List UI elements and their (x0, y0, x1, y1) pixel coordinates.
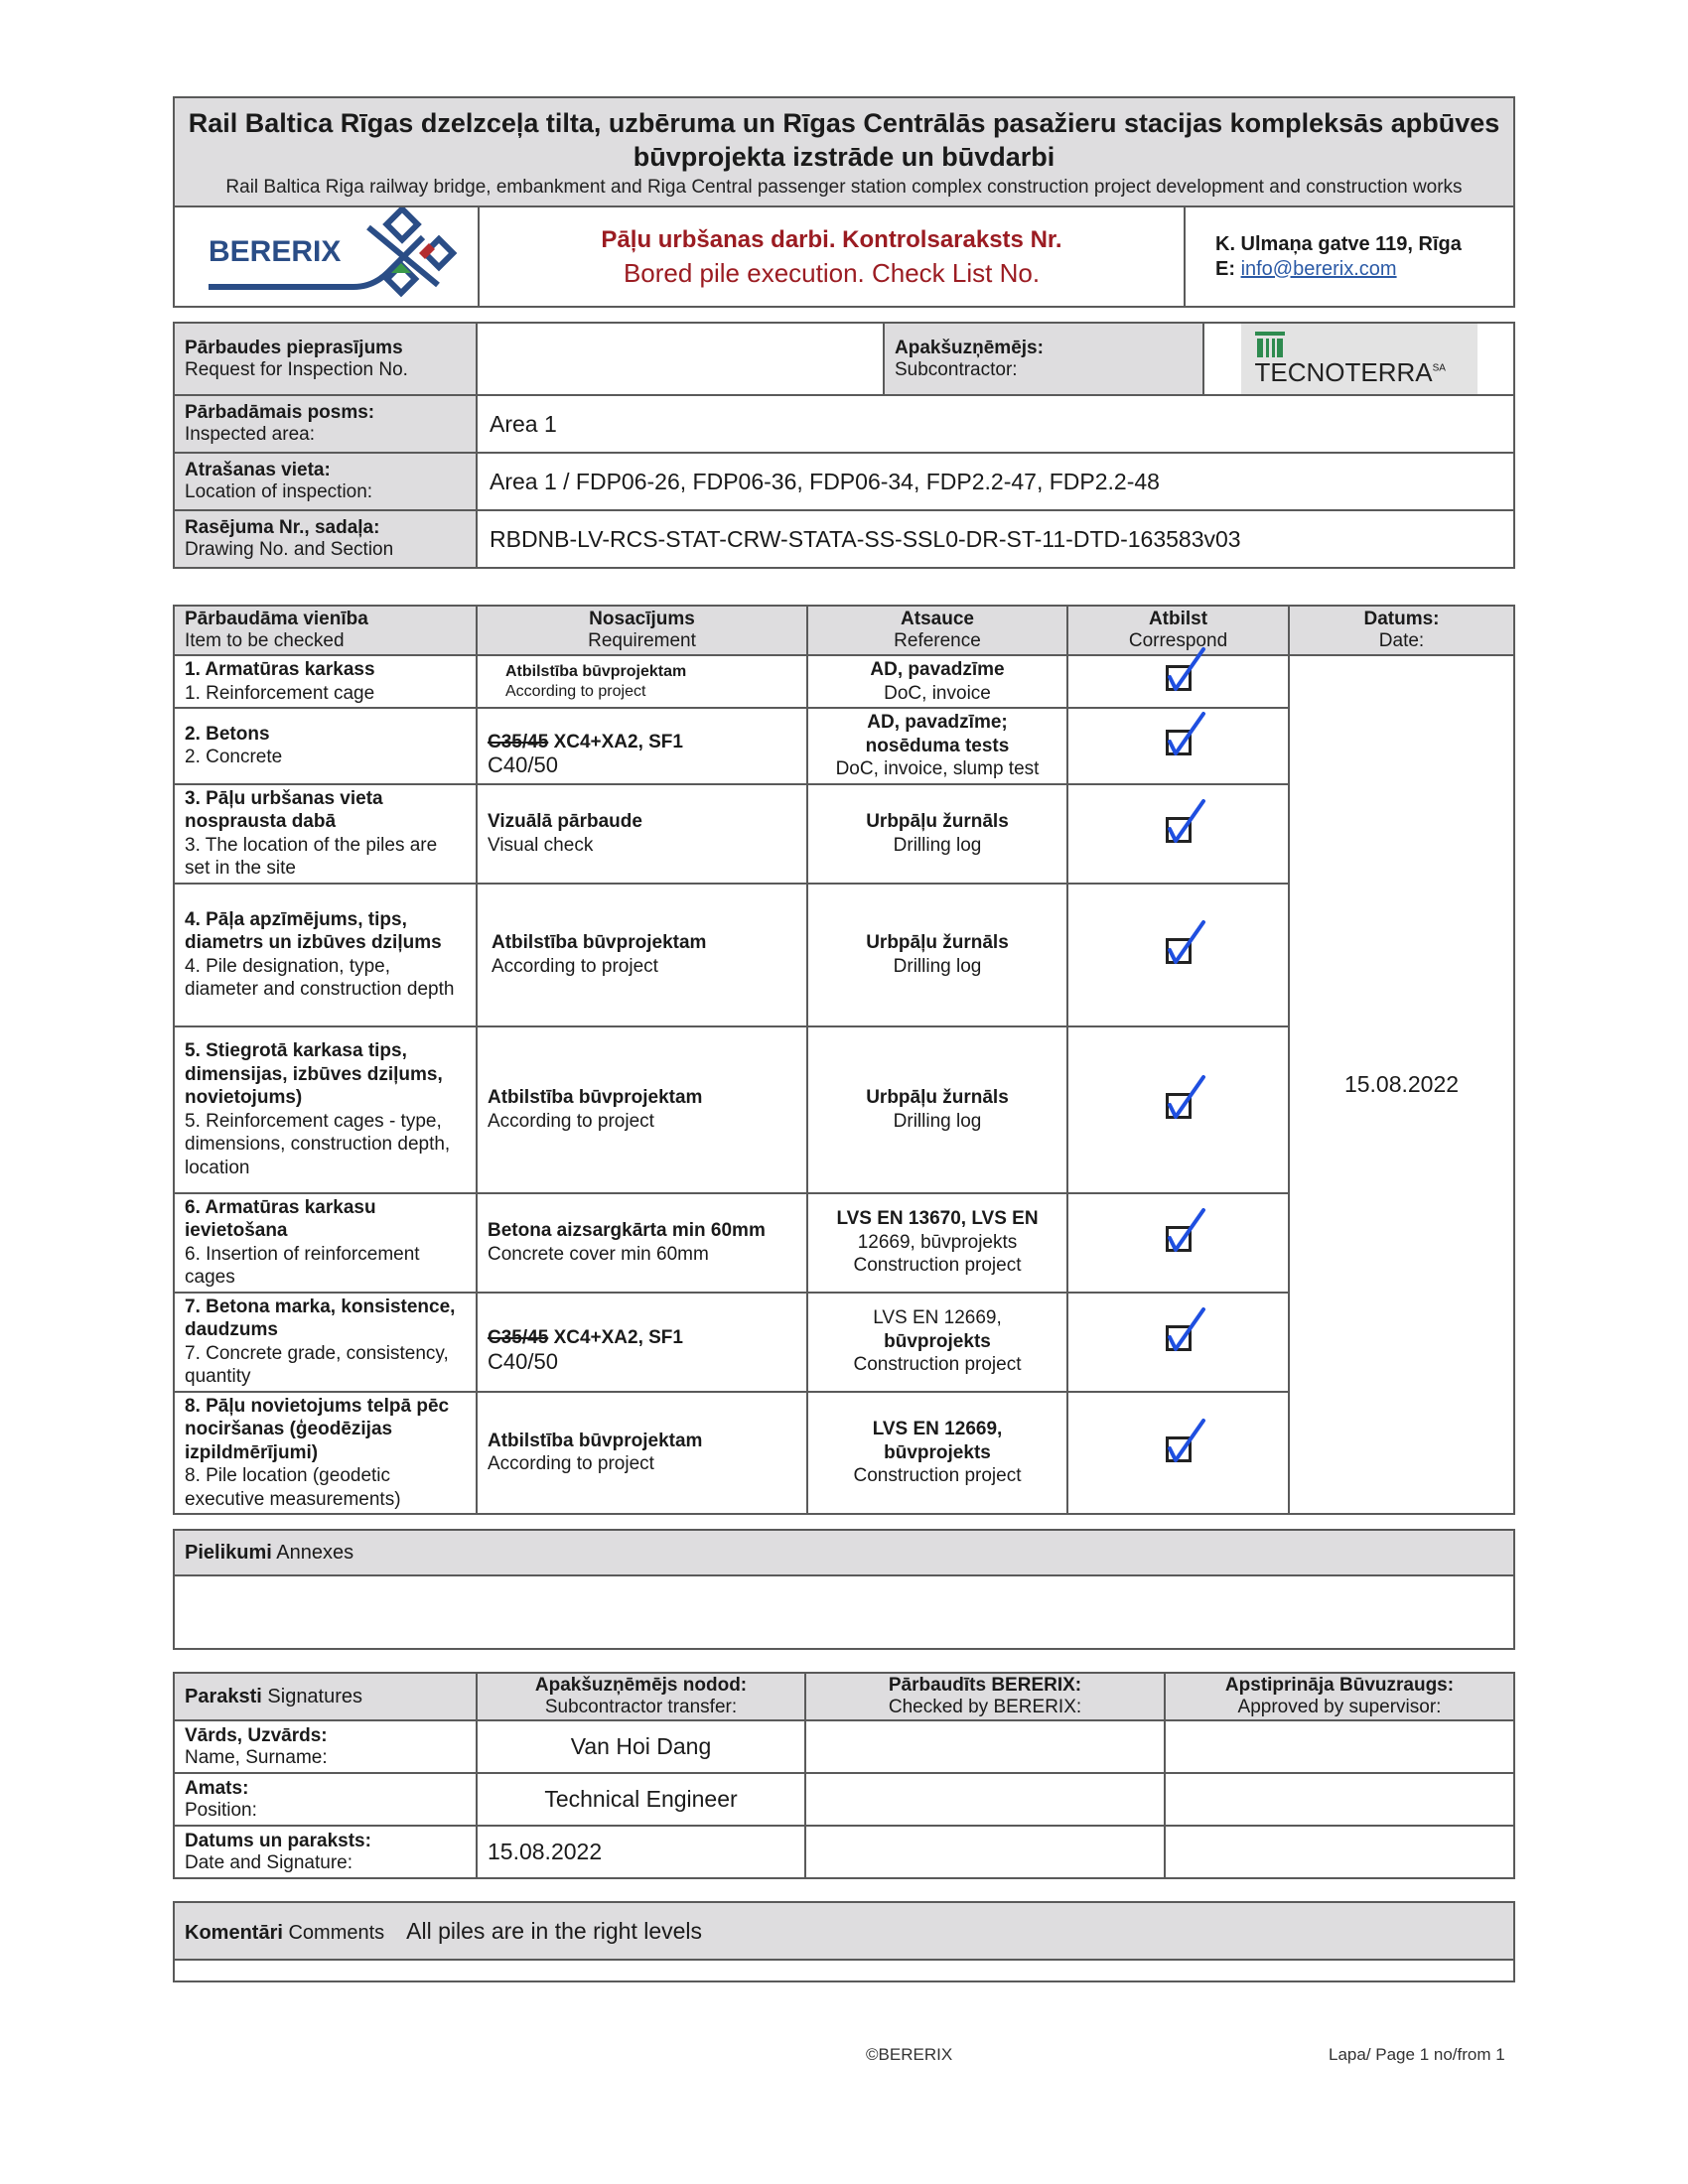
col-correspond-header: Atbilst Correspond (1067, 606, 1289, 655)
footer-copyright: ©BERERIX (866, 2045, 953, 2064)
area-label: Pārbadāmais posms: Inspected area: (174, 395, 477, 453)
item-cell: 2. Betons 2. Concrete (174, 708, 477, 784)
annexes-header: Pielikumi Annexes (174, 1530, 1514, 1575)
sig-col-bererix: Pārbaudīts BERERIX: Checked by BERERIX: (805, 1673, 1165, 1720)
area-row (174, 395, 1514, 453)
item-cell: 6. Armatūras karkasu ievietošana 6. Insertion of reinforcement cages (174, 1193, 477, 1293)
reference-cell: Urbpāļu žurnāls Drilling log (807, 1026, 1067, 1193)
supervisor-name[interactable] (1165, 1720, 1514, 1773)
bererix-logo-text: BERERIX (209, 235, 342, 268)
item-cell: 8. Pāļu novietojums telpā pēc nociršanas (ģeodēzijas izpildmērījumi) 8. Pile location (geodetic executive measurements) (174, 1392, 477, 1515)
correspond-checkbox[interactable] (1067, 655, 1289, 708)
annexes-field[interactable] (174, 1575, 1514, 1649)
col-reference-header: Atsauce Reference (807, 606, 1067, 655)
checklist-row (174, 655, 1514, 708)
sig-col-supervisor: Apstiprināja Būvuzraugs: Approved by supervisor: (1165, 1673, 1514, 1720)
rfi-label: Pārbaudes pieprasījums Request for Inspection No. (174, 323, 477, 395)
correspond-checkbox[interactable] (1067, 784, 1289, 884)
struck-grade: C35/45 (488, 731, 549, 752)
requirement-cell: Atbilstība būvprojektam According to project (477, 884, 807, 1026)
drawing-row (174, 510, 1514, 568)
location-value[interactable]: Area 1 / FDP06-26, FDP06-36, FDP06-34, FDP2.2-47, FDP2.2-48 (477, 453, 1514, 510)
inspection-date: 15.08.2022 (1289, 655, 1514, 1514)
signatures-table (173, 1672, 1515, 1879)
sig-name-row (174, 1720, 1514, 1773)
subcontractor-name[interactable]: Van Hoi Dang (477, 1720, 805, 1773)
item-cell: 5. Stiegrotā karkasa tips, dimensijas, izbūves dziļums, novietojums) 5. Reinforcement cages - type, dimensions, construction depth, location (174, 1026, 477, 1193)
sig-position-row (174, 1773, 1514, 1826)
comments-extra-row[interactable] (174, 1960, 1514, 1981)
location-row (174, 453, 1514, 510)
requirement-cell: Atbilstība būvprojektam According to project (477, 1392, 807, 1515)
inspection-info-table (173, 322, 1515, 569)
corrected-grade: C40/50 (488, 752, 558, 778)
subcontractor-date[interactable]: 15.08.2022 (477, 1826, 805, 1878)
requirement-cell: C35/45 XC4+XA2, SF1 C40/50 (477, 1293, 807, 1392)
tecnoterra-logo-sup: SA (1432, 362, 1446, 374)
company-address: K. Ulmaņa gatve 119, Rīga (1215, 232, 1462, 255)
col-requirement-header: Nosacījums Requirement (477, 606, 807, 655)
supervisor-date[interactable] (1165, 1826, 1514, 1878)
supervisor-position[interactable] (1165, 1773, 1514, 1826)
requirement-cell: Betona aizsargkārta min 60mm Concrete cover min 60mm (477, 1193, 807, 1293)
correspond-checkbox[interactable] (1067, 708, 1289, 784)
requirement-cell: Vizuālā pārbaude Visual check (477, 784, 807, 884)
requirement-cell: C35/45 XC4+XA2, SF1 C40/50 (477, 708, 807, 784)
rfi-row (174, 323, 1514, 395)
col-date-header: Datums: Date: (1289, 606, 1514, 655)
bererix-position[interactable] (805, 1773, 1165, 1826)
drawing-value[interactable]: RBDNB-LV-RCS-STAT-CRW-STATA-SS-SSL0-DR-ST-11-DTD-163583v03 (477, 510, 1514, 568)
correspond-checkbox[interactable] (1067, 1293, 1289, 1392)
checklist-table (173, 605, 1515, 1515)
project-title-lv: Rail Baltica Rīgas dzelzceļa tilta, uzbēruma un Rīgas Centrālās pasažieru stacijas kompleksās apbūves būvprojekta izstrāde un būvdarbi (188, 108, 1500, 172)
comments-table (173, 1901, 1515, 1982)
item-cell: 7. Betona marka, konsistence, daudzums 7. Concrete grade, consistency, quantity (174, 1293, 477, 1392)
rfi-value[interactable] (477, 323, 884, 395)
sig-date-label: Datums un paraksts: Date and Signature: (174, 1826, 477, 1878)
checklist-header-row (174, 606, 1514, 655)
correspond-checkbox[interactable] (1067, 1392, 1289, 1515)
company-contact (1185, 207, 1514, 307)
struck-grade: C35/45 (488, 1327, 549, 1348)
signatures-label: Paraksti Signatures (174, 1673, 477, 1720)
comments-text[interactable]: All piles are in the right levels (406, 1917, 703, 1944)
reference-cell: Urbpāļu žurnāls Drilling log (807, 784, 1067, 884)
corrected-grade: C40/50 (488, 1348, 558, 1374)
location-label: Atrašanas vieta: Location of inspection: (174, 453, 477, 510)
area-value[interactable]: Area 1 (477, 395, 1514, 453)
document-title (479, 207, 1185, 307)
bererix-date[interactable] (805, 1826, 1165, 1878)
comments-header: Komentāri Comments All piles are in the right levels (174, 1902, 1514, 1960)
sig-date-row (174, 1826, 1514, 1878)
project-title-en: Rail Baltica Riga railway bridge, embankment and Riga Central passenger station complex construction project development and construction works (225, 177, 1463, 198)
reference-cell: LVS EN 13670, LVS EN 12669, būvprojekts Construction project (807, 1193, 1067, 1293)
sig-col-subcontractor: Apakšuzņēmējs nodod: Subcontractor transfer: (477, 1673, 805, 1720)
bererix-logo-icon (175, 207, 473, 301)
reference-cell: AD, pavadzīme; nosēduma tests DoC, invoice, slump test (807, 708, 1067, 784)
document-title-en: Bored pile execution. Check List No. (623, 257, 1041, 288)
reference-cell: Urbpāļu žurnāls Drilling log (807, 884, 1067, 1026)
email-label: E: (1215, 257, 1235, 280)
reference-cell: LVS EN 12669, būvprojekts Construction project (807, 1392, 1067, 1515)
document-title-lv: Pāļu urbšanas darbi. Kontrolsaraksts Nr. (601, 225, 1062, 253)
drawing-label: Rasējuma Nr., sadaļa: Drawing No. and Section (174, 510, 477, 568)
email-link[interactable]: info@bererix.com (1240, 257, 1397, 280)
col-item-header: Pārbaudāma vienība Item to be checked (174, 606, 477, 655)
project-title-box (173, 96, 1515, 207)
requirement-cell: Atbilstība būvprojektam According to project (477, 655, 807, 708)
subcontractor-position[interactable]: Technical Engineer (477, 1773, 805, 1826)
bererix-name[interactable] (805, 1720, 1165, 1773)
sig-name-label: Vārds, Uzvārds: Name, Surname: (174, 1720, 477, 1773)
tecnoterra-logo-icon (1255, 330, 1285, 357)
correspond-checkbox[interactable] (1067, 1193, 1289, 1293)
item-cell: 4. Pāļa apzīmējums, tips, diametrs un izbūves dziļums 4. Pile designation, type, diameter and construction depth (174, 884, 477, 1026)
checklist-page (173, 96, 1515, 1982)
bererix-logo (174, 207, 479, 307)
reference-cell: AD, pavadzīme DoC, invoice (807, 655, 1067, 708)
brand-table (173, 207, 1515, 308)
item-cell: 3. Pāļu urbšanas vieta nosprausta dabā 3. The location of the piles are set in the site (174, 784, 477, 884)
subcontractor-label: Apakšuzņēmējs: Subcontractor: (884, 323, 1203, 395)
signatures-header-row (174, 1673, 1514, 1720)
reference-cell: LVS EN 12669, būvprojekts Construction project (807, 1293, 1067, 1392)
item-cell: 1. Armatūras karkass 1. Reinforcement cage (174, 655, 477, 708)
requirement-cell: Atbilstība būvprojektam According to project (477, 1026, 807, 1193)
subcontractor-logo (1203, 323, 1514, 395)
sig-position-label: Amats: Position: (174, 1773, 477, 1826)
correspond-checkbox[interactable] (1067, 884, 1289, 1026)
tecnoterra-logo-text: TECNOTERRA (1254, 357, 1433, 387)
annexes-table (173, 1529, 1515, 1650)
correspond-checkbox[interactable] (1067, 1026, 1289, 1193)
footer-page-number: Lapa/ Page 1 no/from 1 (1329, 2045, 1505, 2064)
